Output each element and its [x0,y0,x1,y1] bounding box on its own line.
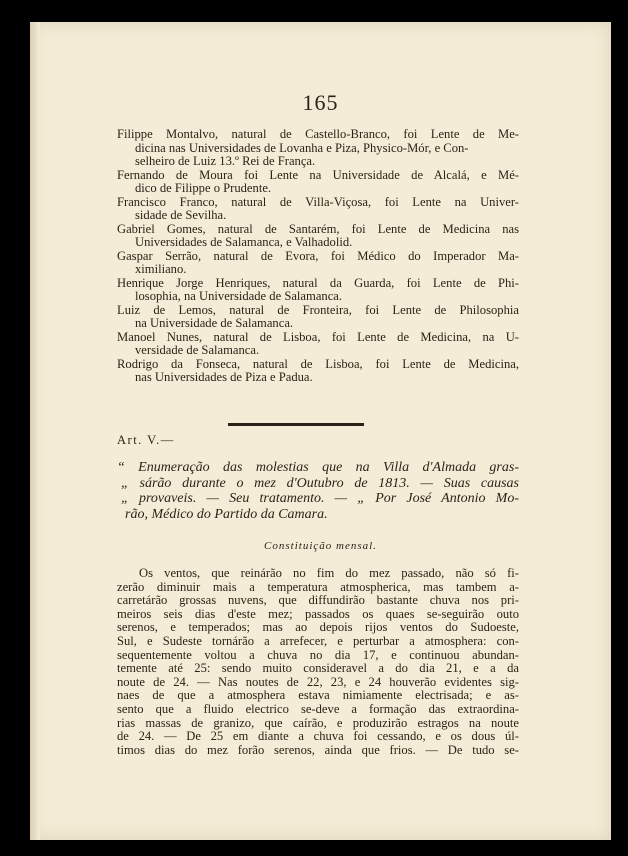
body-line: meiros seis dias d'este mez; passados os quaes se-seguirão outo [117,606,519,621]
title-line: „ sárão durante o mez d'Outubro de 1813. — Suas causas [121,475,519,491]
body-line: Os ventos, que reinárão no fim do mez passado, não só fi- [139,566,519,580]
biography-entry [117,196,519,223]
body-line: naes de que a atmosphera estava nimiamente electrisada; e as- [117,688,519,703]
entry-first-line: Henrique Jorge Henriques, natural da Guarda, foi Lente de Phi- [117,275,519,290]
biography-entry [117,304,519,331]
entry-first-line: Gaspar Serrão, natural de Evora, foi Médico do Imperador Ma- [117,248,519,263]
body-line: de 24. — De 25 em diante a chuva foi cessando, e os dous úl- [117,729,519,744]
body-line: noute de 24. — Nas noutes de 22, 23, e 24 houverão evidentes sig- [117,674,519,689]
entry-first-line: Gabriel Gomes, natural de Santarém, foi Lente de Medicina nas [117,221,519,236]
entry-first-line: Francisco Franco, natural de Villa-Viçosa, foi Lente na Univer- [117,194,519,209]
body-line: sento que a fluido electrico se-deve a formação das extraordina- [117,701,519,716]
biography-entry [117,128,519,169]
title-line: „ provaveis. — Seu tratamento. — „ Por José Antonio Mo- [121,491,519,506]
biography-entry [117,169,519,196]
entry-continuation-line: selheiro de Luiz 13.º Rei de França. [135,154,316,168]
entry-first-line: Fernando de Moura foi Lente na Universidade de Alcalá, e Mé- [117,167,519,182]
biography-list [117,128,519,385]
title-line: rão, Médico do Partido da Camara. [125,506,328,522]
book-page [30,22,611,840]
biography-entry [117,331,519,358]
title-line: “ Enumeração das molestias que na Villa d'Almada gras- [117,460,519,475]
biography-entry [117,223,519,250]
entry-continuation-line: na Universidade de Salamanca. [135,316,294,330]
entry-continuation-line: ximiliano. [135,262,187,276]
article-body [117,567,519,757]
biography-entry [117,250,519,277]
body-line: serenos, e temperados; mas ao depois rijos ventos do Sudoeste, [117,620,519,635]
body-line: rias massas de granizo, que caírão, e produzirão estragos na noute [117,715,519,730]
page-number: 165 [302,90,339,115]
body-line: timos dias do mez forão serenos, ainda que frios. — De tudo se- [117,742,519,757]
entry-continuation-line: Universidades de Salamanca, e Valhadolid. [135,235,353,249]
entry-continuation-line: losophia, na Universidade de Salamanca. [135,289,343,303]
body-line: carretárão grossas nuvens, que diffundirão bastante chuva nos pri- [117,593,519,608]
entry-first-line: Rodrigo da Fonseca, natural de Lisboa, foi Lente de Medicina, [117,356,519,371]
page-spine-shadow [30,22,40,840]
entry-continuation-line: versidade de Salamanca. [135,343,260,357]
entry-first-line: Filippe Montalvo, natural de Castello-Branco, foi Lente de Me- [117,127,519,141]
body-line: sequentemente voltou a chuva no dia 17, e continuou abundan- [117,647,519,662]
article-title [117,460,519,522]
article-label: Art. V.— [117,433,175,447]
body-line: zerão diminuir mais a temperatura atmospherica, mas tambem a- [117,579,519,594]
section-divider [228,423,364,426]
body-line: temente até 25: sendo muito consideravel a do dia 21, e a da [117,661,519,676]
biography-entry [117,358,519,385]
body-line: Sul, e Sudeste tornárão a arrefecer, e perturbar a atmosphera: con- [117,633,519,648]
entry-first-line: Manoel Nunes, natural de Lisboa, foi Lente de Medicina, na U- [117,329,519,344]
biography-entry [117,277,519,304]
section-subheading: Constituição mensal. [264,540,377,552]
entry-continuation-line: nas Universidades de Piza e Padua. [135,370,313,384]
entry-continuation-line: dico de Filippe o Prudente. [135,181,272,195]
entry-continuation-line: sidade de Sevilha. [135,208,227,222]
entry-first-line: Luiz de Lemos, natural de Fronteira, foi Lente de Philosophia [117,302,519,317]
entry-continuation-line: dicina nas Universidades de Lovanha e Piza, Physico-Mór, e Con- [135,140,469,155]
